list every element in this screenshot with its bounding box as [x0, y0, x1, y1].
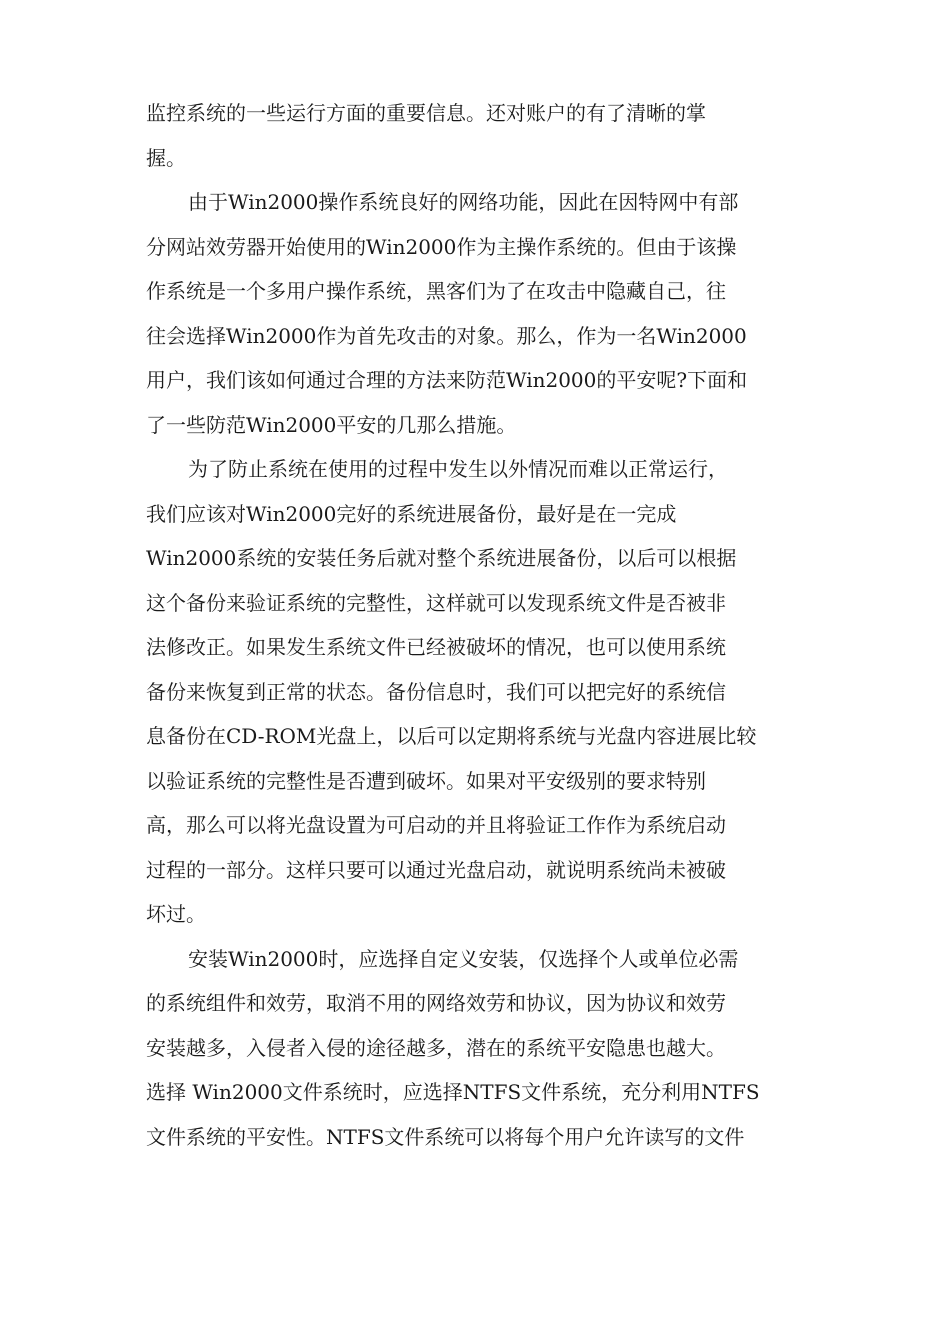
text-line: 过程的一部分。这样只要可以通过光盘启动，就说明系统尚未被破 — [146, 857, 726, 882]
text-line: 我们应该对Win2000完好的系统进展备份，最好是在一完成 — [146, 501, 677, 526]
text-line: 息备份在CD-ROM光盘上，以后可以定期将系统与光盘内容进展比较 — [146, 724, 757, 748]
text-line: 握。 — [146, 145, 186, 170]
text-line: 坏过。 — [146, 902, 206, 926]
text-line: 由于Win2000操作系统良好的网络功能，因此在因特网中有部 — [188, 190, 739, 214]
text-line: 往会选择Win2000作为首先攻击的对象。那么，作为一名Win2000 — [146, 323, 747, 348]
text-line: 高，那么可以将光盘设置为可启动的并且将验证工作作为系统启动 — [146, 813, 726, 837]
text-line: 以验证系统的完整性是否遭到破坏。如果对平安级别的要求特别 — [146, 768, 706, 793]
text-line: 分网站效劳器开始使用的Win2000作为主操作系统的。但由于该操 — [146, 234, 737, 259]
text-line: 选择 Win2000文件系统时，应选择NTFS文件系统，充分利用NTFS — [146, 1080, 760, 1104]
text-line: 文件系统的平安性。NTFS文件系统可以将每个用户允许读写的文件 — [146, 1124, 745, 1149]
document-body — [146, 91, 818, 1159]
text-line: 监控系统的一些运行方面的重要信息。还对账户的有了清晰的掌 — [146, 101, 706, 125]
text-line: 为了防止系统在使用的过程中发生以外情况而难以正常运行， — [188, 457, 728, 481]
text-line: 这个备份来验证系统的完整性，这样就可以发现系统文件是否被非 — [146, 590, 726, 615]
text-line: 安装越多，入侵者入侵的途径越多，潜在的系统平安隐患也越大。 — [146, 1035, 726, 1060]
text-line: 安装Win2000时，应选择自定义安装，仅选择个人或单位必需 — [188, 946, 739, 971]
text-line: 用户，我们该如何通过合理的方法来防范Win2000的平安呢?下面和 — [146, 368, 748, 392]
text-line: 备份来恢复到正常的状态。备份信息时，我们可以把完好的系统信 — [146, 679, 726, 704]
text-line: 作系统是一个多用户操作系统，黑客们为了在攻击中隐藏自己，往 — [146, 279, 726, 303]
text-line: 法修改正。如果发生系统文件已经被破坏的情况，也可以使用系统 — [146, 635, 726, 659]
text-line: Win2000系统的安装任务后就对整个系统进展备份，以后可以根据 — [146, 546, 737, 570]
text-line: 的系统组件和效劳，取消不用的网络效劳和协议，因为协议和效劳 — [146, 991, 726, 1015]
text-line: 了一些防范Win2000平安的几那么措施。 — [146, 412, 517, 437]
